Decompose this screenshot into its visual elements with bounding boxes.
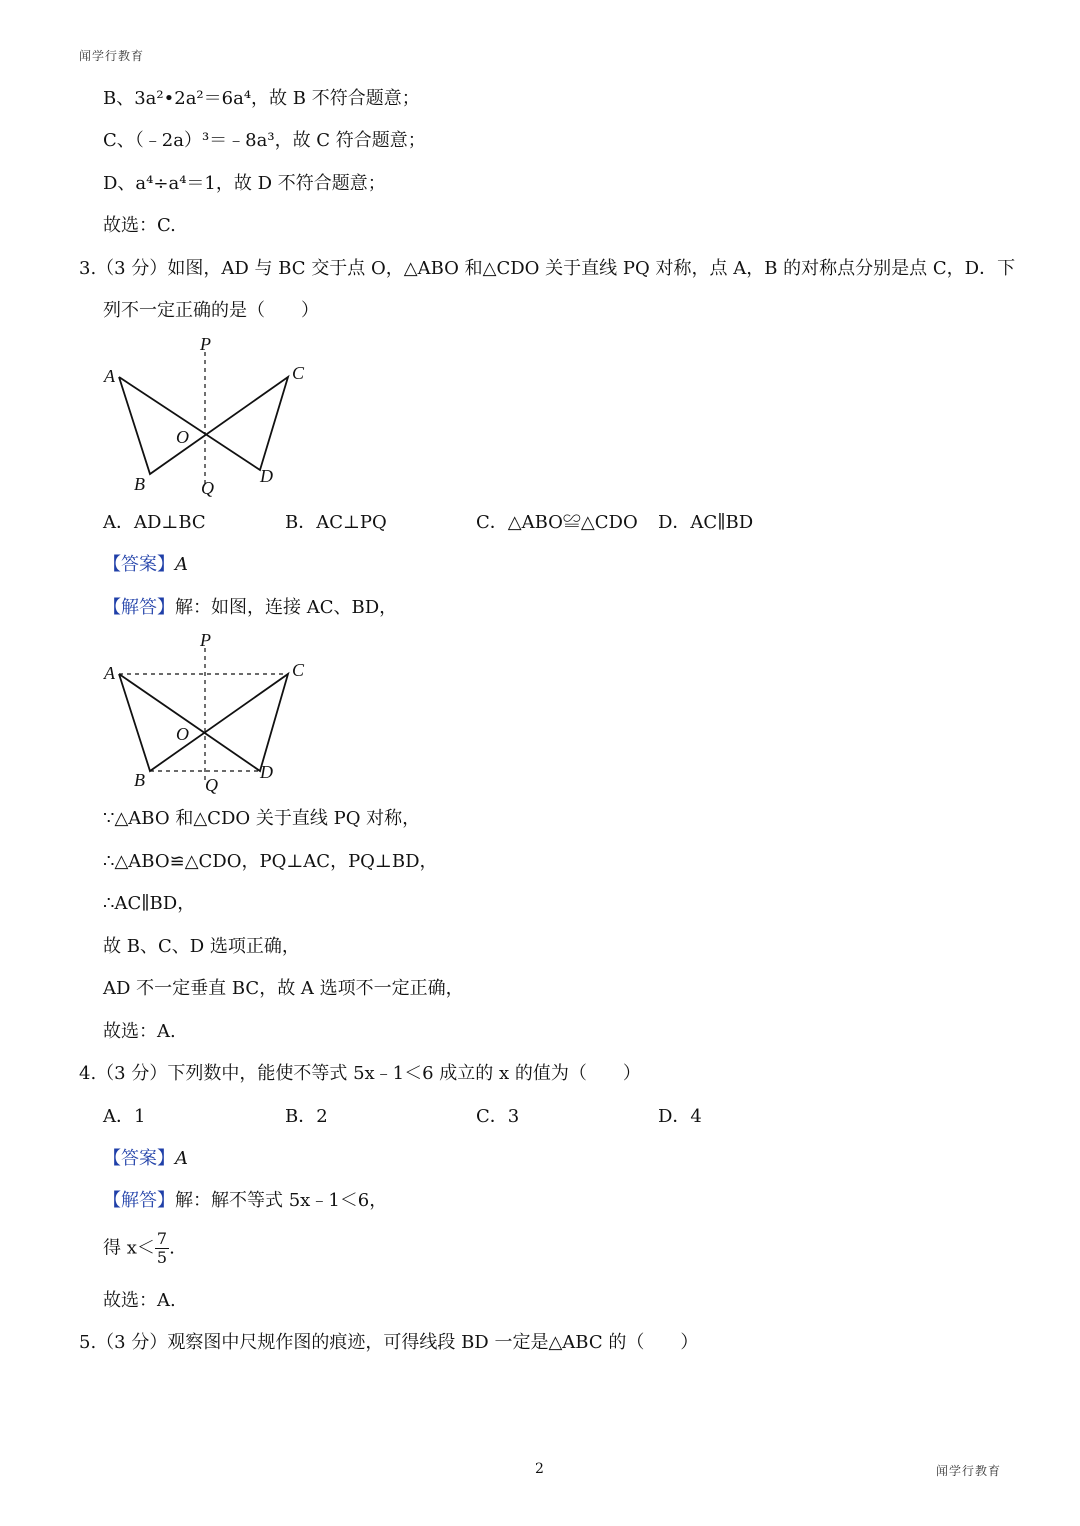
q3-option-c: C．△ABO≌△CDO xyxy=(476,512,638,533)
q4-solution-intro: 解：解不等式 5x﹣1＜6， xyxy=(175,1190,388,1211)
q4-option-b: B．2 xyxy=(285,1106,328,1127)
q4-result-prefix: 得 x＜ xyxy=(103,1237,155,1259)
q4-answer-line xyxy=(103,1146,188,1172)
label-q-2: Q xyxy=(205,775,218,795)
q4-solution-tag: 【解答】 xyxy=(103,1190,175,1211)
q4-fraction xyxy=(155,1230,169,1267)
q3-step-6: 故选：A. xyxy=(103,1021,176,1042)
q4-option-a: A．1 xyxy=(103,1106,146,1127)
q3-answer: A xyxy=(175,554,188,575)
label-c: C xyxy=(292,363,305,383)
label-o: O xyxy=(176,427,189,447)
q4-fraction-denominator: 5 xyxy=(156,1248,168,1267)
label-a: A xyxy=(104,366,115,386)
q3-stem-line2: 列不一定正确的是（ ） xyxy=(103,300,319,321)
prev-solution-choice: 故选：C. xyxy=(103,215,176,236)
q3-step-2: ∴△ABO≌△CDO，PQ⊥AC，PQ⊥BD， xyxy=(103,851,438,872)
q4-answer: A xyxy=(175,1148,188,1169)
prev-solution-b: B、3a²•2a²＝6a⁴，故 B 不符合题意； xyxy=(103,88,420,109)
q3-option-b: B．AC⊥PQ xyxy=(285,512,387,533)
label-a-2: A xyxy=(104,663,115,683)
q4-answer-tag: 【答案】 xyxy=(103,1148,175,1169)
q3-option-a: A．AD⊥BC xyxy=(103,512,206,533)
label-b-2: B xyxy=(134,770,145,790)
q3-solution-line xyxy=(103,595,397,621)
q4-result-line xyxy=(103,1230,175,1267)
q4-option-c: C．3 xyxy=(476,1106,520,1127)
q4-stem: 4.（3 分）下列数中，能使不等式 5x﹣1＜6 成立的 x 的值为（ ） xyxy=(79,1063,641,1084)
q4-option-d: D．4 xyxy=(658,1106,702,1127)
q3-solution-tag: 【解答】 xyxy=(103,597,175,618)
label-p: P xyxy=(200,334,211,354)
page-number: 2 xyxy=(535,1461,544,1477)
triangles-abo-cdo-2 xyxy=(119,674,288,771)
q3-solution-intro: 解：如图，连接 AC、BD， xyxy=(175,597,398,618)
q3-answer-line xyxy=(103,552,188,578)
label-o-2: O xyxy=(176,724,189,744)
q3-answer-tag: 【答案】 xyxy=(103,554,175,575)
q3-stem-line1: 3.（3 分）如图，AD 与 BC 交于点 O，△ABO 和△CDO 关于直线 PQ 对称，点 A，B 的对称点分别是点 C，D．下 xyxy=(79,258,1016,279)
q3-solution-figure xyxy=(96,626,316,798)
q3-step-4: 故 B、C、D 选项正确， xyxy=(103,936,300,957)
footer-org: 闻学行教育 xyxy=(936,1464,1002,1478)
q3-step-1: ∵△ABO 和△CDO 关于直线 PQ 对称， xyxy=(103,808,421,829)
q4-result-suffix: . xyxy=(169,1237,175,1259)
prev-solution-c: C、（﹣2a）³＝﹣8a³，故 C 符合题意； xyxy=(103,130,426,151)
label-d: D xyxy=(260,466,273,486)
label-p-2: P xyxy=(200,630,211,650)
label-c-2: C xyxy=(292,660,305,680)
header-org: 闻学行教育 xyxy=(79,49,145,63)
q3-option-d: D．AC∥BD xyxy=(658,512,754,533)
label-q: Q xyxy=(201,478,214,498)
label-d-2: D xyxy=(260,762,273,782)
q4-fraction-numerator: 7 xyxy=(156,1229,168,1248)
q3-step-5: AD 不一定垂直 BC，故 A 选项不一定正确， xyxy=(103,978,464,999)
prev-solution-d: D、a⁴÷a⁴＝1，故 D 不符合题意； xyxy=(103,173,386,194)
q4-choice: 故选：A. xyxy=(103,1290,176,1311)
q5-stem: 5.（3 分）观察图中尺规作图的痕迹，可得线段 BD 一定是△ABC 的（ ） xyxy=(79,1332,699,1353)
label-b: B xyxy=(134,474,145,494)
q4-solution-line xyxy=(103,1188,387,1214)
q3-figure xyxy=(96,330,316,502)
q3-step-3: ∴AC∥BD， xyxy=(103,893,196,914)
triangles-abo-cdo xyxy=(119,377,288,474)
